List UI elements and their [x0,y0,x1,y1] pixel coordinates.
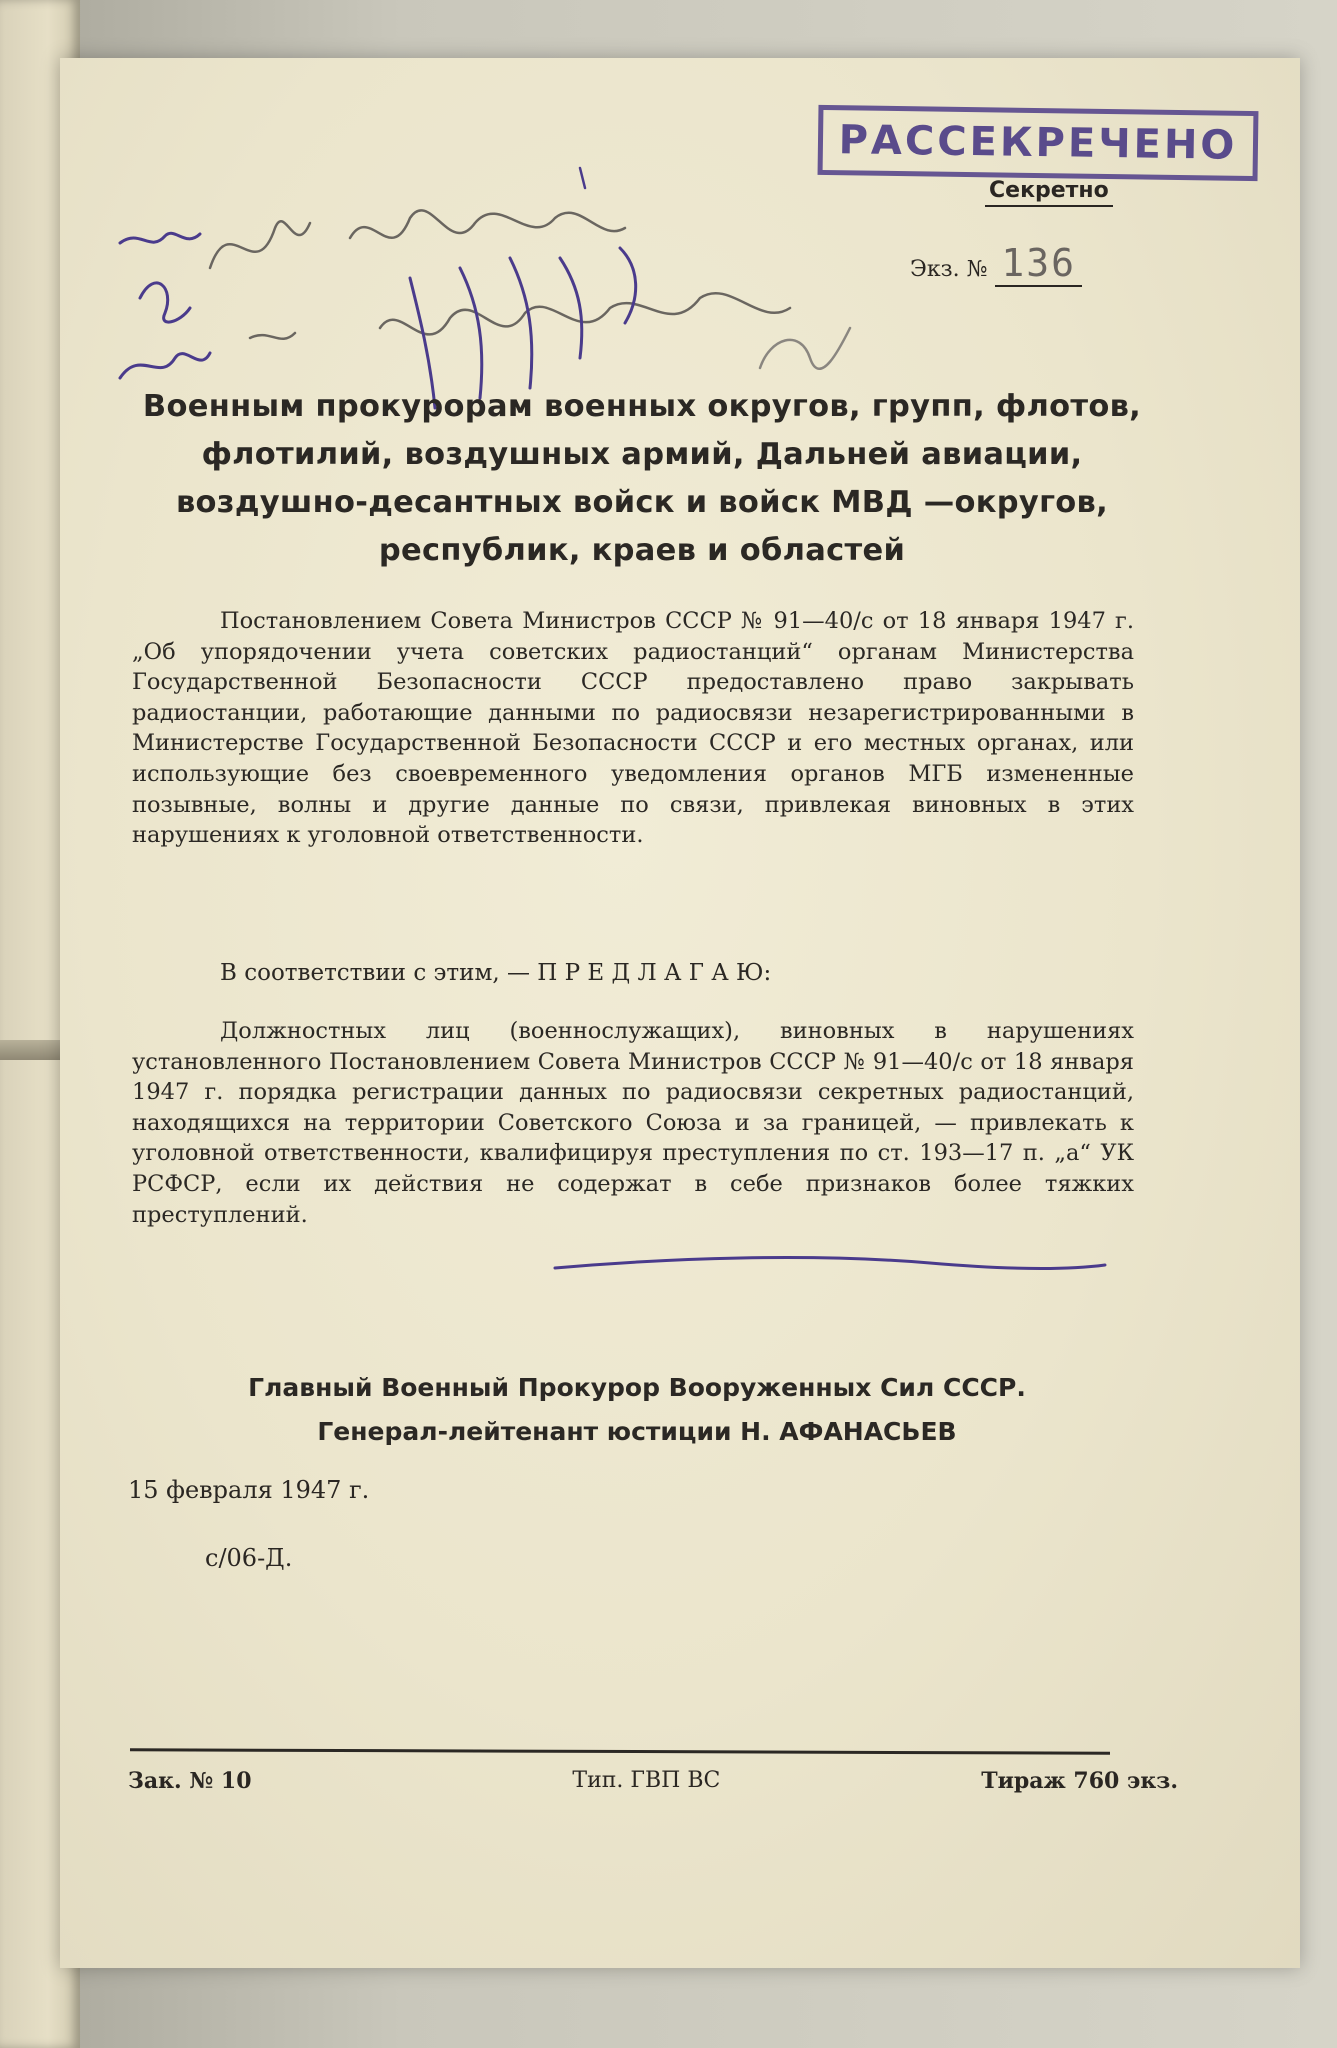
document-date: 15 февраля 1947 г. [128,1476,370,1504]
document-reference: с/06-Д. [205,1544,293,1572]
signature-line-2: Генерал-лейтенант юстиции Н. АФАНАСЬЕВ [317,1417,957,1446]
body-paragraph-1: Постановлением Совета Министров СССР № 91—40/с от 18 января 1947 г. „Об упорядочении учета советских радиостанций“ органам Министерства Государственной Безопасности СССР предоставлено право закрывать радиостанции, работающие данными по радиосвязи незарегистрированными в Министерстве Государственной Безопасности СССР и его местных органах, или использующие без своевременного уведомления органов МГБ измененные позывные, волны и другие данные по связи, привлекая виновных в этих нарушениях к уголовной ответственности. [132,608,1134,849]
body-paragraph-3: Должностных лиц (военнослужащих), виновных в нарушениях установленного Постановлением Совета Министров СССР № 91—40/с от 18 января 1947 г. порядка регистрации данных по радиосвязи секретных радиостанций, находящихся на территории Советского Союза и за границей, — привлекать к уголовной ответственности, квалифицируя преступления по ст. 193—17 п. „а“ УК РСФСР, если их действия не содержат в себе признаков более тяжких преступлений. [132,1018,1134,1228]
signature-line-1: Главный Военный Прокурор Вооруженных Сил СССР. [248,1373,1026,1402]
document-heading: Военным прокурорам военных округов, групп, флотов, флотилий, воздушных армий, Дальней авиации, воздушно-десантных войск и войск МВД —округов, республик, краев и областей [142,389,1142,568]
footer-print-run: Тираж 760 экз. [981,1768,1178,1794]
signature-block [132,1366,1142,1454]
document-page [60,58,1300,1968]
footer-rule [130,1748,1110,1754]
declassified-stamp: РАССЕКРЕЧЕНО [818,105,1259,181]
handwritten-underline-drawing [550,1243,1110,1283]
copy-number [910,241,1082,287]
copy-number-value: 136 [995,241,1082,287]
footer-printer: Тип. ГВП ВС [572,1768,721,1793]
print-footer [128,1768,1178,1794]
footer-order-number: Зак. № 10 [128,1768,252,1794]
body-paragraph-2: В соответствии с этим, — П Р Е Д Л А Г А Ю: [220,960,772,986]
classification-label: Секретно [985,178,1113,207]
copy-number-label: Экз. № [910,257,988,282]
